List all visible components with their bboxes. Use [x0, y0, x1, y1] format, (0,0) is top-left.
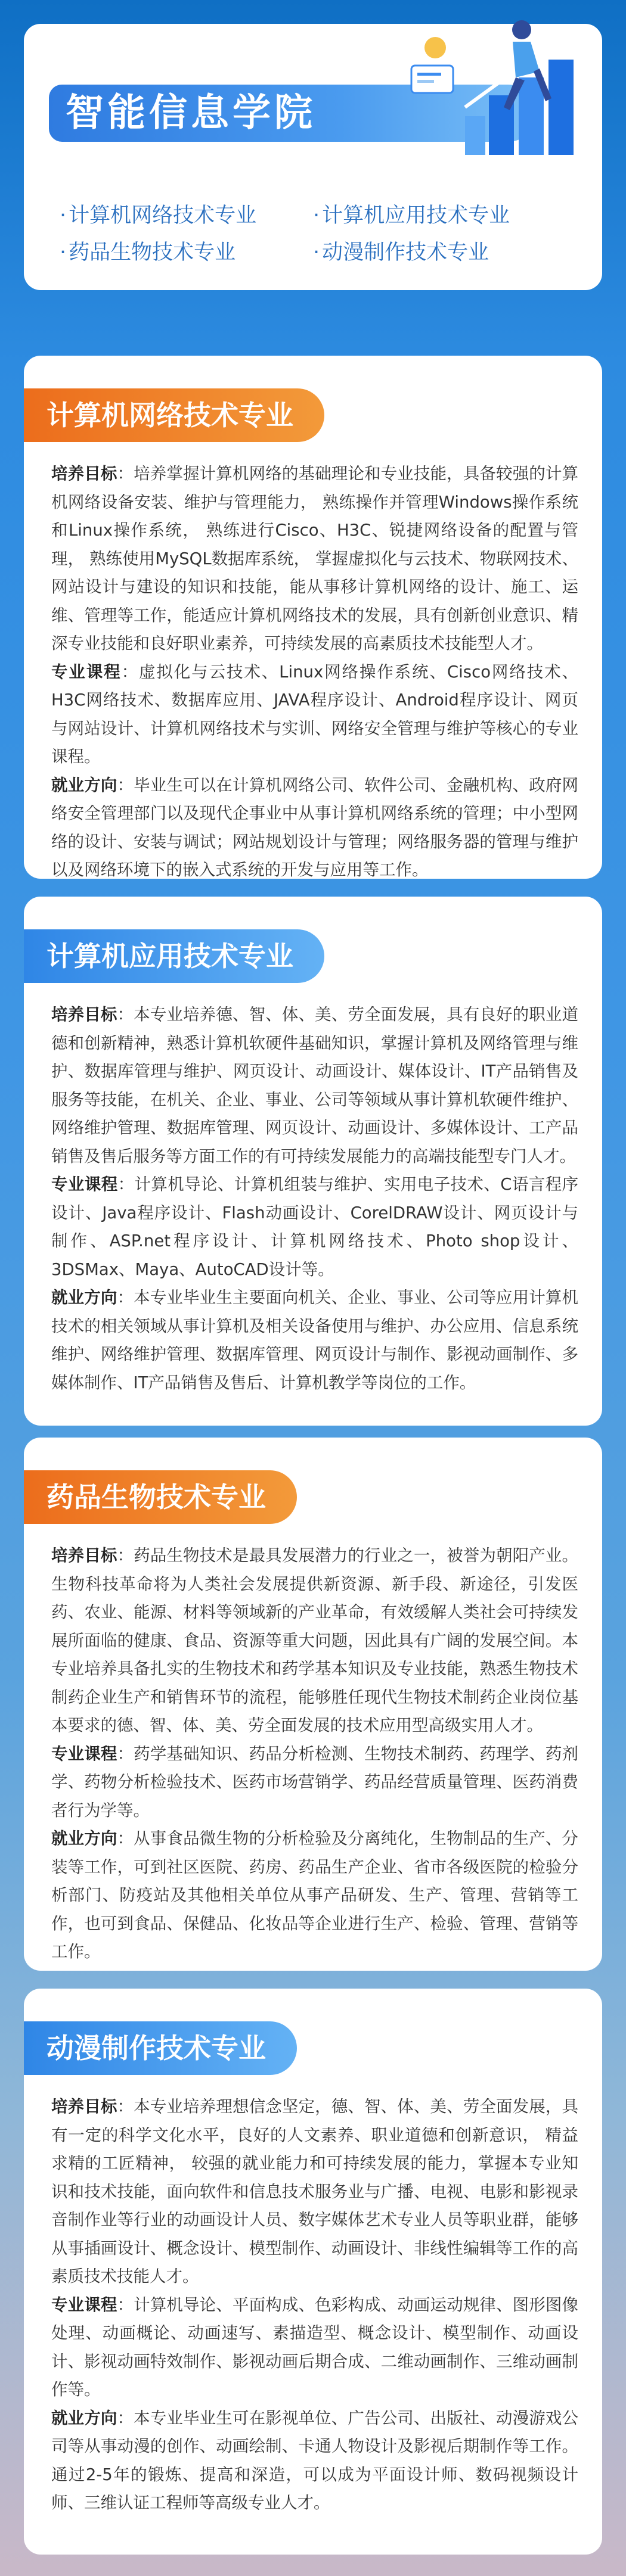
- bullet-icon: ·: [313, 241, 320, 265]
- bullet-icon: ·: [313, 204, 320, 228]
- paragraph-career: 就业方向：本专业毕业生主要面向机关、企业、事业、公司等应用计算机技术的相关领域从事计算机及相关设备使用与维护、办公应用、信息系统维护、网络维护管理、数据库管理、网页设计与制作、影视动画制作、多媒体制作、IT产品销售及售后、计算机教学等岗位的工作。: [51, 1288, 579, 1392]
- paragraph-goal: 培养目标：本专业培养德、智、体、美、劳全面发展，具有良好的职业道德和创新精神，熟悉计算机软硬件基础知识，掌握计算机及网络管理与维护、数据库管理与维护、网页设计、动画设计、媒体设计、IT产品销售及服务等技能，在机关、企业、事业、公司等领域从事计算机软硬件维护、网络维护管理、数据库管理、网页设计、动画设计、多媒体设计、工产品销售及售后服务等方面工作的有可持续发展能力的高端技能型专门人才。: [51, 1005, 579, 1166]
- section-network: [24, 356, 602, 879]
- paragraph-courses: 专业课程：计算机导论、计算机组装与维护、实用电子技术、C语言程序设计、Java程序设计、Flash动画设计、CorelDRAW设计、网页设计与制作、ASP.net程序设计、计算机网络技术、Photo shop设计、3DSMax、Maya、AutoCAD设计等。: [51, 1175, 579, 1279]
- bullet-icon: ·: [60, 241, 67, 265]
- section-body: [51, 2093, 578, 2518]
- major-list: [60, 203, 584, 266]
- header-card: [24, 24, 602, 290]
- paragraph-career: 就业方向：毕业生可以在计算机网络公司、软件公司、金融机构、政府网络安全管理部门以及现代企事业中从事计算机网络系统的管理；中小型网络的设计、安装与调试；网站规划设计与管理；网络服务器的管理与维护以及网络环境下的嵌入式系统的开发与应用等工作。: [51, 775, 579, 879]
- section-title: 动漫制作技术专业: [24, 2021, 297, 2075]
- section-title: 药品生物技术专业: [24, 1470, 297, 1524]
- major-link-network[interactable]: · 计算机网络技术专业: [60, 204, 257, 228]
- major-link-animation[interactable]: · 动漫制作技术专业: [313, 241, 489, 265]
- paragraph-courses: 专业课程：计算机导论、平面构成、色彩构成、动画运动规律、图形图像处理、动画概论、动画速写、素描造型、概念设计、模型制作、动画设计、影视动画特效制作、影视动画后期合成、二维动画制作、三维动画制作等。: [51, 2295, 579, 2399]
- section-animation: [24, 1989, 602, 2555]
- bullet-icon: ·: [60, 204, 67, 228]
- section-application: [24, 897, 602, 1426]
- section-body: [51, 1001, 578, 1397]
- section-title: 计算机应用技术专业: [24, 929, 324, 983]
- paragraph-goal: 培养目标：药品生物技术是最具发展潜力的行业之一，被誉为朝阳产业。生物科技革命将为人类社会发展提供新资源、新手段、新途径，引发医药、农业、能源、材料等领域新的产业革命，有效缓解人类社会可持续发展所面临的健康、食品、资源等重大问题，因此具有广阔的发展空间。本专业培养具备扎实的生物技术和药学基本知识及专业技能，熟悉生物技术制药企业生产和销售环节的流程，能够胜任现代生物技术制药企业岗位基本要求的德、智、体、美、劳全面发展的技术应用型高级实用人才。: [51, 1546, 579, 1735]
- section-body: [51, 1542, 578, 1967]
- paragraph-goal: 培养目标：本专业培养理想信念坚定，德、智、体、美、劳全面发展，具有一定的科学文化水平，良好的人文素养、职业道德和创新意识， 精益求精的工匠精神， 较强的就业能力和可持续发展的能力，掌握本专业知识和技术技能，面向软件和信息技术服务业与广播、电视、电影和影视录音制作业等行业的动画设计人员、数字媒体艺术专业人员等职业群，能够从事插画设计、概念设计、模型制作、动画设计、非线性编辑等工作的高素质技术技能人才。: [51, 2097, 579, 2286]
- major-link-pharma[interactable]: · 药品生物技术专业: [60, 241, 236, 265]
- paragraph-career: 就业方向：本专业毕业生可在影视单位、广告公司、出版社、动漫游戏公司等从事动漫的创作、动画绘制、卡通人物设计及影视后期制作等工作。通过2-5年的锻炼、提高和深造，可以成为平面设计师、数码视频设计师、三维认证工程师等高级专业人才。: [51, 2408, 579, 2512]
- paragraph-career: 就业方向：从事食品微生物的分析检验及分离纯化，生物制品的生产、分装等工作，可到社区医院、药房、药品生产企业、省市各级医院的检验分析部门、防疫站及其他相关单位从事产品研发、生产、管理、营销等工作，也可到食品、保健品、化妆品等企业进行生产、检验、管理、营销等工作。: [51, 1829, 579, 1961]
- paragraph-courses: 专业课程：药学基础知识、药品分析检测、生物技术制药、药理学、药剂学、药物分析检验技术、医药市场营销学、药品经营质量管理、医药消费者行为学等。: [51, 1744, 579, 1820]
- page-title: 智能信息学院: [66, 91, 316, 135]
- growth-chart-illustration-icon: [399, 6, 596, 161]
- paragraph-goal: 培养目标：培养掌握计算机网络的基础理论和专业技能，具备较强的计算机网络设备安装、维护与管理能力， 熟练操作并管理Windows操作系统和Linux操作系统， 熟练进行Cisco、H3C、锐捷网络设备的配置与管理， 熟练使用MySQL数据库系统， 掌握虚拟化与云技术、物联网技术、网站设计与建设的知识和技能，能从事移计算机网络的设计、施工、运维、管理等工作，能适应计算机网络技术的发展，具有创新创业意识、精深专业技能和良好职业素养，可持续发展的高素质技术技能型人才。: [51, 464, 579, 653]
- section-body: [51, 460, 578, 885]
- paragraph-courses: 专业课程：虚拟化与云技术、Linux网络操作系统、Cisco网络技术、H3C网络技术、数据库应用、JAVA程序设计、Android程序设计、网页与网站设计、计算机网络技术与实训、网络安全管理与维护等核心的专业课程。: [51, 662, 578, 766]
- section-pharma: [24, 1438, 602, 1971]
- major-link-application[interactable]: · 计算机应用技术专业: [313, 204, 510, 228]
- section-title: 计算机网络技术专业: [24, 388, 324, 442]
